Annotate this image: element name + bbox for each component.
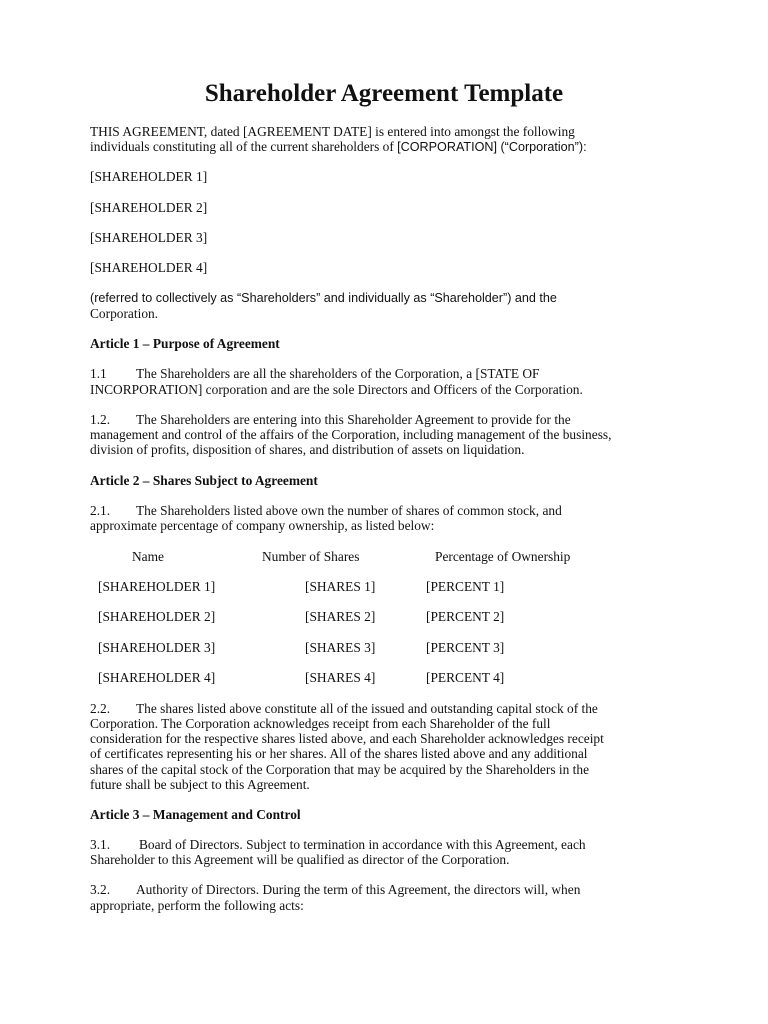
clause-number: 1.2. (90, 412, 111, 427)
table-cell-name: [SHAREHOLDER 4] (98, 670, 216, 685)
article-2-heading: Article 2 – Shares Subject to Agreement (90, 473, 318, 488)
article-2-2-line-2: Corporation. The Corporation acknowledges receipt from each Shareholder of the full (90, 716, 551, 731)
table-cell-shares: [SHARES 4] (305, 670, 376, 685)
article-3-1-line-2: Shareholder to this Agreement will be qualified as director of the Corporation. (90, 852, 510, 867)
clause-number: 3.1. (90, 837, 111, 852)
clause-number: 3.2. (90, 882, 111, 897)
article-3-2-line-2: appropriate, perform the following acts: (90, 898, 304, 913)
clause-number: 1.1 (90, 366, 107, 381)
table-header-shares: Number of Shares (262, 549, 360, 564)
article-2-2-line-3: consideration for the respective shares listed above, and each Shareholder acknowledges receipt (90, 731, 604, 746)
intro-line-2-corporation: [CORPORATION] (“Corporation”): (397, 140, 587, 154)
clause-text: Board of Directors. Subject to termination in accordance with this Agreement, each (139, 837, 586, 852)
clause-text: Authority of Directors. During the term of this Agreement, the directors will, when (136, 882, 581, 897)
shareholder-list-item: [SHAREHOLDER 1] (90, 169, 208, 184)
article-1-1-line-2: INCORPORATION] corporation and are the sole Directors and Officers of the Corporation. (90, 382, 583, 397)
intro-line-2-text: individuals constituting all of the current shareholders of (90, 139, 398, 154)
intro-line-2 (90, 139, 587, 155)
clause-number: 2.1. (90, 503, 111, 518)
table-cell-percent: [PERCENT 2] (426, 609, 505, 624)
table-header-name: Name (132, 549, 164, 564)
table-cell-shares: [SHARES 2] (305, 609, 376, 624)
clause-text: The Shareholders listed above own the number of shares of common stock, and (136, 503, 562, 518)
table-cell-percent: [PERCENT 1] (426, 579, 505, 594)
shareholder-list-item: [SHAREHOLDER 4] (90, 260, 208, 275)
article-3-2-line-1 (90, 882, 580, 897)
article-1-1-line-1 (90, 366, 540, 381)
clause-number: 2.2. (90, 701, 111, 716)
shareholder-list-item: [SHAREHOLDER 3] (90, 230, 208, 245)
table-cell-percent: [PERCENT 4] (426, 670, 505, 685)
table-cell-shares: [SHARES 1] (305, 579, 376, 594)
article-2-2-line-5: shares of the capital stock of the Corporation that may be acquired by the Shareholders in the (90, 762, 590, 777)
article-1-2-line-2: management and control of the affairs of the Corporation, including management of the business, (90, 427, 612, 442)
article-2-1-line-1 (90, 503, 562, 518)
table-cell-name: [SHAREHOLDER 2] (98, 609, 216, 624)
clause-text: The Shareholders are all the shareholders of the Corporation, a [STATE OF (136, 366, 540, 381)
table-header-percentage: Percentage of Ownership (435, 549, 571, 564)
article-3-heading: Article 3 – Management and Control (90, 807, 301, 822)
article-2-2-line-4: of certificates representing his or her shares. All of the shares listed above and any additional (90, 746, 588, 761)
table-cell-name: [SHAREHOLDER 3] (98, 640, 216, 655)
article-2-2-line-1 (90, 701, 598, 716)
document-title: Shareholder Agreement Template (204, 80, 564, 107)
article-1-2-line-3: division of profits, disposition of shares, and distribution of assets on liquidation. (90, 442, 525, 457)
article-2-2-line-6: future shall be subject to this Agreement. (90, 777, 310, 792)
article-1-heading: Article 1 – Purpose of Agreement (90, 336, 280, 351)
referred-line-2: Corporation. (90, 306, 159, 321)
shareholder-list-item: [SHAREHOLDER 2] (90, 200, 208, 215)
table-cell-name: [SHAREHOLDER 1] (98, 579, 216, 594)
table-cell-percent: [PERCENT 3] (426, 640, 505, 655)
article-2-1-line-2: approximate percentage of company ownership, as listed below: (90, 518, 435, 533)
clause-text: The Shareholders are entering into this Shareholder Agreement to provide for the (136, 412, 571, 427)
clause-text: The shares listed above constitute all of the issued and outstanding capital stock of the (136, 701, 598, 716)
intro-line-1: THIS AGREEMENT, dated [AGREEMENT DATE] is entered into amongst the following (90, 124, 575, 139)
article-1-2-line-1 (90, 412, 571, 427)
article-3-1-line-1 (90, 837, 586, 852)
table-cell-shares: [SHARES 3] (305, 640, 376, 655)
referred-line-1: (referred to collectively as “Shareholders” and individually as “Shareholder”) and the (90, 291, 557, 305)
